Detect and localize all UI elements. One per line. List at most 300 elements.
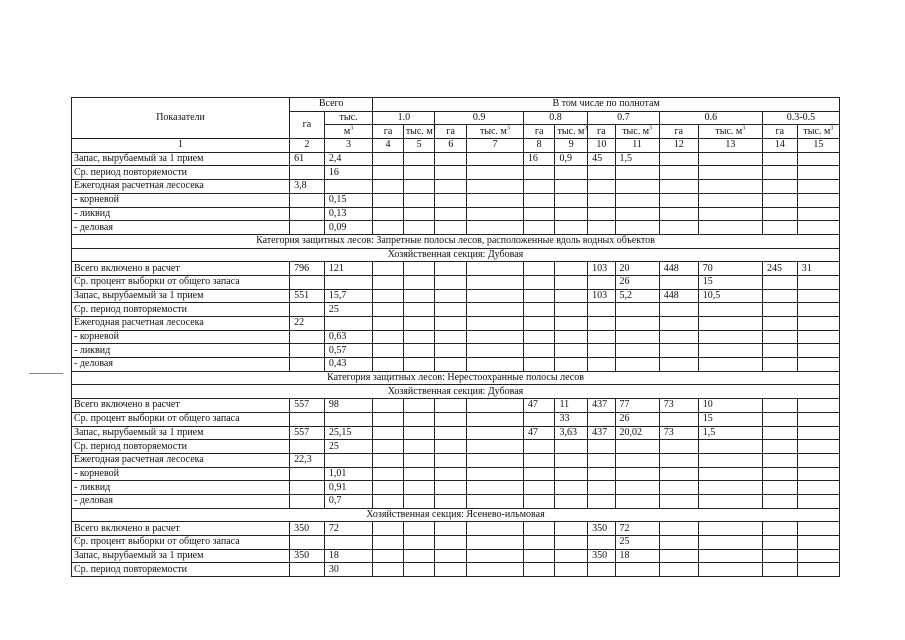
- table-cell: [373, 275, 404, 289]
- table-cell: [659, 193, 698, 207]
- table-cell: [555, 166, 588, 180]
- header-thous-m3: тыс. $м^3$: [797, 125, 839, 139]
- section-heading-row: [72, 371, 840, 385]
- table-cell: [467, 522, 524, 536]
- table-cell: [467, 426, 524, 440]
- table-cell: [698, 166, 762, 180]
- table-row: [72, 467, 840, 481]
- table-cell: [762, 440, 797, 454]
- header-density-0-7: 0.7: [588, 111, 660, 125]
- table-cell: [290, 303, 325, 317]
- table-row: [72, 330, 840, 344]
- table-cell: [403, 467, 435, 481]
- table-cell: [762, 289, 797, 303]
- table-cell: [797, 152, 839, 166]
- table-cell: [762, 563, 797, 577]
- table-cell: [435, 481, 467, 495]
- table-cell: 15: [698, 275, 762, 289]
- row-label: - корневой: [72, 193, 290, 207]
- table-cell: [290, 358, 325, 372]
- table-cell: [324, 275, 372, 289]
- table-cell: 22,3: [290, 453, 325, 467]
- table-cell: [762, 317, 797, 331]
- table-cell: [615, 180, 659, 194]
- table-cell: [797, 494, 839, 508]
- table-cell: [797, 536, 839, 550]
- table-cell: [555, 358, 588, 372]
- col-number: 9: [555, 139, 588, 153]
- table-row: [72, 152, 840, 166]
- table-cell: [659, 453, 698, 467]
- table-cell: [659, 330, 698, 344]
- table-cell: [659, 358, 698, 372]
- table-cell: [615, 330, 659, 344]
- table-cell: [588, 330, 615, 344]
- table-cell: [373, 180, 404, 194]
- table-cell: [797, 193, 839, 207]
- table-cell: [762, 399, 797, 413]
- table-row: [72, 536, 840, 550]
- table-cell: [555, 536, 588, 550]
- table-cell: 350: [588, 522, 615, 536]
- table-cell: [435, 344, 467, 358]
- table-row: [72, 358, 840, 372]
- table-row: [72, 563, 840, 577]
- table-cell: [698, 180, 762, 194]
- table-cell: [698, 563, 762, 577]
- table-cell: [797, 563, 839, 577]
- table-cell: 26: [615, 412, 659, 426]
- table-cell: [698, 152, 762, 166]
- row-label: Запас, вырубаемый за 1 прием: [72, 549, 290, 563]
- table-cell: [290, 275, 325, 289]
- table-cell: [588, 358, 615, 372]
- table-cell: [403, 344, 435, 358]
- table-cell: [555, 549, 588, 563]
- table-cell: [615, 440, 659, 454]
- table-cell: [659, 522, 698, 536]
- table-body: [72, 152, 840, 576]
- table-cell: [435, 412, 467, 426]
- table-cell: [373, 152, 404, 166]
- table-cell: [797, 440, 839, 454]
- table-cell: [615, 563, 659, 577]
- table-cell: [698, 330, 762, 344]
- table-cell: [523, 289, 555, 303]
- table-cell: [659, 344, 698, 358]
- table-cell: 557: [290, 426, 325, 440]
- table-cell: [290, 166, 325, 180]
- table-cell: [762, 467, 797, 481]
- table-cell: [555, 481, 588, 495]
- row-label: Запас, вырубаемый за 1 прием: [72, 426, 290, 440]
- table-cell: [467, 152, 524, 166]
- table-cell: 61: [290, 152, 325, 166]
- table-cell: [797, 549, 839, 563]
- table-row: [72, 412, 840, 426]
- table-cell: [435, 467, 467, 481]
- table-cell: 45: [588, 152, 615, 166]
- table-cell: [555, 467, 588, 481]
- table-cell: [373, 440, 404, 454]
- table-cell: [403, 426, 435, 440]
- table-cell: [373, 563, 404, 577]
- table-cell: [762, 494, 797, 508]
- table-cell: [555, 344, 588, 358]
- table-cell: [467, 303, 524, 317]
- table-cell: [762, 536, 797, 550]
- table-cell: [290, 440, 325, 454]
- table-cell: [659, 440, 698, 454]
- table-cell: 0,7: [324, 494, 372, 508]
- table-cell: [555, 303, 588, 317]
- row-label: - деловая: [72, 358, 290, 372]
- table-cell: [588, 180, 615, 194]
- header-thous-m3: тыс. $м^3$: [615, 125, 659, 139]
- row-label: Ср. период повторяемости: [72, 303, 290, 317]
- table-cell: [762, 426, 797, 440]
- table-cell: [435, 522, 467, 536]
- table-cell: [290, 481, 325, 495]
- section-heading: Хозяйственная секция: Дубовая: [72, 385, 840, 399]
- table-cell: [797, 330, 839, 344]
- table-cell: 2,4: [324, 152, 372, 166]
- table-cell: [698, 303, 762, 317]
- table-cell: [435, 536, 467, 550]
- header-total-thous: тыс.: [324, 111, 372, 125]
- table-cell: [698, 481, 762, 495]
- header-ha: га: [435, 125, 467, 139]
- table-cell: 0,13: [324, 207, 372, 221]
- table-cell: [698, 344, 762, 358]
- table-cell: [555, 330, 588, 344]
- table-cell: [403, 193, 435, 207]
- row-label: - деловая: [72, 221, 290, 235]
- table-cell: [698, 453, 762, 467]
- table-cell: [555, 289, 588, 303]
- table-cell: 796: [290, 262, 325, 276]
- table-cell: [403, 303, 435, 317]
- header-thous-m3: тыс. $м^3$: [467, 125, 524, 139]
- table-cell: [523, 303, 555, 317]
- table-cell: [588, 412, 615, 426]
- table-cell: [797, 467, 839, 481]
- table-cell: [467, 275, 524, 289]
- table-cell: 0,57: [324, 344, 372, 358]
- table-cell: [698, 467, 762, 481]
- table-cell: [615, 481, 659, 495]
- table-cell: [797, 399, 839, 413]
- table-cell: [588, 440, 615, 454]
- table-cell: [324, 453, 372, 467]
- table-row: [72, 481, 840, 495]
- table-cell: 47: [523, 426, 555, 440]
- row-label: Запас, вырубаемый за 1 прием: [72, 152, 290, 166]
- table-cell: [555, 563, 588, 577]
- table-cell: [403, 262, 435, 276]
- table-cell: [659, 481, 698, 495]
- table-cell: [523, 262, 555, 276]
- table-cell: [403, 289, 435, 303]
- table-cell: [615, 494, 659, 508]
- table-cell: [324, 317, 372, 331]
- table-cell: 70: [698, 262, 762, 276]
- table-cell: [435, 262, 467, 276]
- table-cell: [467, 481, 524, 495]
- table-cell: [698, 494, 762, 508]
- col-number: 10: [588, 139, 615, 153]
- table-cell: [797, 166, 839, 180]
- table-cell: [555, 275, 588, 289]
- table-cell: [403, 275, 435, 289]
- header-ha: га: [373, 125, 404, 139]
- table-cell: [555, 453, 588, 467]
- header-including: В том числе по полнотам: [373, 98, 840, 112]
- table-cell: [523, 221, 555, 235]
- table-cell: [588, 467, 615, 481]
- col-number: 8: [523, 139, 555, 153]
- table-row: [72, 440, 840, 454]
- table-cell: [698, 358, 762, 372]
- table-row: [72, 494, 840, 508]
- table-cell: [435, 317, 467, 331]
- table-row: [72, 180, 840, 194]
- table-cell: [467, 262, 524, 276]
- table-cell: [467, 180, 524, 194]
- table-cell: [762, 412, 797, 426]
- table-cell: [467, 549, 524, 563]
- table-cell: [615, 207, 659, 221]
- table-cell: [373, 426, 404, 440]
- row-label: - ликвид: [72, 344, 290, 358]
- table-cell: [435, 440, 467, 454]
- table-cell: [467, 289, 524, 303]
- table-cell: [523, 536, 555, 550]
- table-cell: [555, 262, 588, 276]
- table-cell: [435, 166, 467, 180]
- table-row: [72, 221, 840, 235]
- table-cell: 3,8: [290, 180, 325, 194]
- table-cell: [290, 344, 325, 358]
- section-heading-row: [72, 385, 840, 399]
- table-cell: [290, 221, 325, 235]
- table-cell: 16: [523, 152, 555, 166]
- table-cell: [290, 563, 325, 577]
- table-cell: 448: [659, 262, 698, 276]
- table-cell: [797, 221, 839, 235]
- table-cell: [615, 303, 659, 317]
- table-cell: [467, 317, 524, 331]
- table-cell: [373, 549, 404, 563]
- table-cell: [659, 152, 698, 166]
- table-cell: [403, 399, 435, 413]
- header-row-1: [72, 98, 840, 112]
- table-cell: 47: [523, 399, 555, 413]
- row-label: Всего включено в расчет: [72, 399, 290, 413]
- header-total-ha: га: [290, 111, 325, 138]
- table-cell: [588, 481, 615, 495]
- table-cell: [373, 317, 404, 331]
- table-cell: [467, 440, 524, 454]
- table-cell: [588, 536, 615, 550]
- col-number: 11: [615, 139, 659, 153]
- table-cell: [588, 344, 615, 358]
- table-cell: 20: [615, 262, 659, 276]
- table-row: [72, 344, 840, 358]
- table-cell: [523, 494, 555, 508]
- table-cell: [762, 549, 797, 563]
- table-cell: [615, 344, 659, 358]
- table-row: [72, 317, 840, 331]
- table-cell: [588, 221, 615, 235]
- table-cell: [373, 344, 404, 358]
- table-cell: [373, 221, 404, 235]
- table-cell: [324, 536, 372, 550]
- table-cell: [373, 193, 404, 207]
- table-cell: [435, 330, 467, 344]
- table-cell: [373, 207, 404, 221]
- table-cell: [324, 412, 372, 426]
- table-cell: [403, 563, 435, 577]
- table-cell: 1,5: [615, 152, 659, 166]
- table-cell: [373, 262, 404, 276]
- table-cell: [403, 412, 435, 426]
- table-cell: [435, 453, 467, 467]
- table-cell: [797, 180, 839, 194]
- table-cell: [403, 522, 435, 536]
- header-total-m3: $м^3$: [324, 125, 372, 139]
- table-cell: [762, 481, 797, 495]
- table-cell: [762, 344, 797, 358]
- table-cell: [523, 166, 555, 180]
- table-cell: [523, 412, 555, 426]
- table-cell: [555, 221, 588, 235]
- table-cell: [797, 453, 839, 467]
- table-cell: 245: [762, 262, 797, 276]
- table-cell: [659, 207, 698, 221]
- table-cell: 5,2: [615, 289, 659, 303]
- table-cell: [403, 152, 435, 166]
- column-number-row: [72, 139, 840, 153]
- section-heading-row: [72, 234, 840, 248]
- table-cell: [523, 481, 555, 495]
- table-cell: 30: [324, 563, 372, 577]
- table-cell: [435, 221, 467, 235]
- table-cell: 20,02: [615, 426, 659, 440]
- table-cell: [373, 494, 404, 508]
- table-cell: [797, 275, 839, 289]
- table-cell: 73: [659, 426, 698, 440]
- table-cell: [467, 399, 524, 413]
- row-label: Ср. процент выборки от общего запаса: [72, 536, 290, 550]
- table-cell: [698, 193, 762, 207]
- table-cell: 25: [324, 303, 372, 317]
- header-thous-m3: тыс. $м^3$: [555, 125, 588, 139]
- row-label: Запас, вырубаемый за 1 прием: [72, 289, 290, 303]
- table-cell: 350: [290, 549, 325, 563]
- table-row: [72, 207, 840, 221]
- table-cell: 103: [588, 262, 615, 276]
- table-cell: [762, 303, 797, 317]
- row-label: Ежегодная расчетная лесосека: [72, 317, 290, 331]
- section-heading-row: [72, 508, 840, 522]
- table-cell: [523, 563, 555, 577]
- table-cell: [523, 317, 555, 331]
- table-cell: [555, 207, 588, 221]
- header-ha: га: [588, 125, 615, 139]
- table-cell: [523, 467, 555, 481]
- table-cell: 0,63: [324, 330, 372, 344]
- row-label: Ср. процент выборки от общего запаса: [72, 275, 290, 289]
- table-cell: [797, 303, 839, 317]
- table-cell: [373, 522, 404, 536]
- table-cell: [290, 536, 325, 550]
- table-cell: 103: [588, 289, 615, 303]
- table-cell: [403, 481, 435, 495]
- table-cell: [615, 221, 659, 235]
- table-cell: 33: [555, 412, 588, 426]
- table-cell: [467, 563, 524, 577]
- header-ha: га: [762, 125, 797, 139]
- col-number: 1: [72, 139, 290, 153]
- table-cell: [762, 180, 797, 194]
- table-row: [72, 426, 840, 440]
- table-cell: [523, 522, 555, 536]
- section-heading: Категория защитных лесов: Запретные полосы лесов, расположенные вдоль водных объектов: [72, 234, 840, 248]
- table-cell: 448: [659, 289, 698, 303]
- table-cell: [698, 207, 762, 221]
- table-cell: [373, 303, 404, 317]
- table-cell: [797, 426, 839, 440]
- table-cell: [373, 536, 404, 550]
- table-cell: [467, 453, 524, 467]
- table-cell: [659, 494, 698, 508]
- table-cell: [588, 563, 615, 577]
- row-label: Ср. процент выборки от общего запаса: [72, 412, 290, 426]
- table-cell: [435, 193, 467, 207]
- table-cell: [659, 412, 698, 426]
- table-cell: [467, 221, 524, 235]
- table-cell: [403, 180, 435, 194]
- table-row: [72, 522, 840, 536]
- table-cell: [588, 303, 615, 317]
- table-cell: [615, 317, 659, 331]
- table-cell: [615, 193, 659, 207]
- header-density-0-8: 0.8: [523, 111, 587, 125]
- row-label: Ср. период повторяемости: [72, 563, 290, 577]
- table-cell: [659, 536, 698, 550]
- col-number: 13: [698, 139, 762, 153]
- header-thous-m3: тыс. $м^3$: [698, 125, 762, 139]
- table-row: [72, 289, 840, 303]
- table-cell: [698, 317, 762, 331]
- table-cell: 18: [615, 549, 659, 563]
- table-cell: [659, 180, 698, 194]
- table-cell: 1,01: [324, 467, 372, 481]
- table-cell: [523, 344, 555, 358]
- table-cell: [290, 207, 325, 221]
- table-cell: 0,91: [324, 481, 372, 495]
- table-cell: [797, 358, 839, 372]
- table-cell: [403, 440, 435, 454]
- table-cell: [403, 549, 435, 563]
- table-cell: [467, 412, 524, 426]
- table-cell: [467, 467, 524, 481]
- table-cell: 3,63: [555, 426, 588, 440]
- table-cell: [373, 358, 404, 372]
- col-number: 15: [797, 139, 839, 153]
- table-cell: [403, 330, 435, 344]
